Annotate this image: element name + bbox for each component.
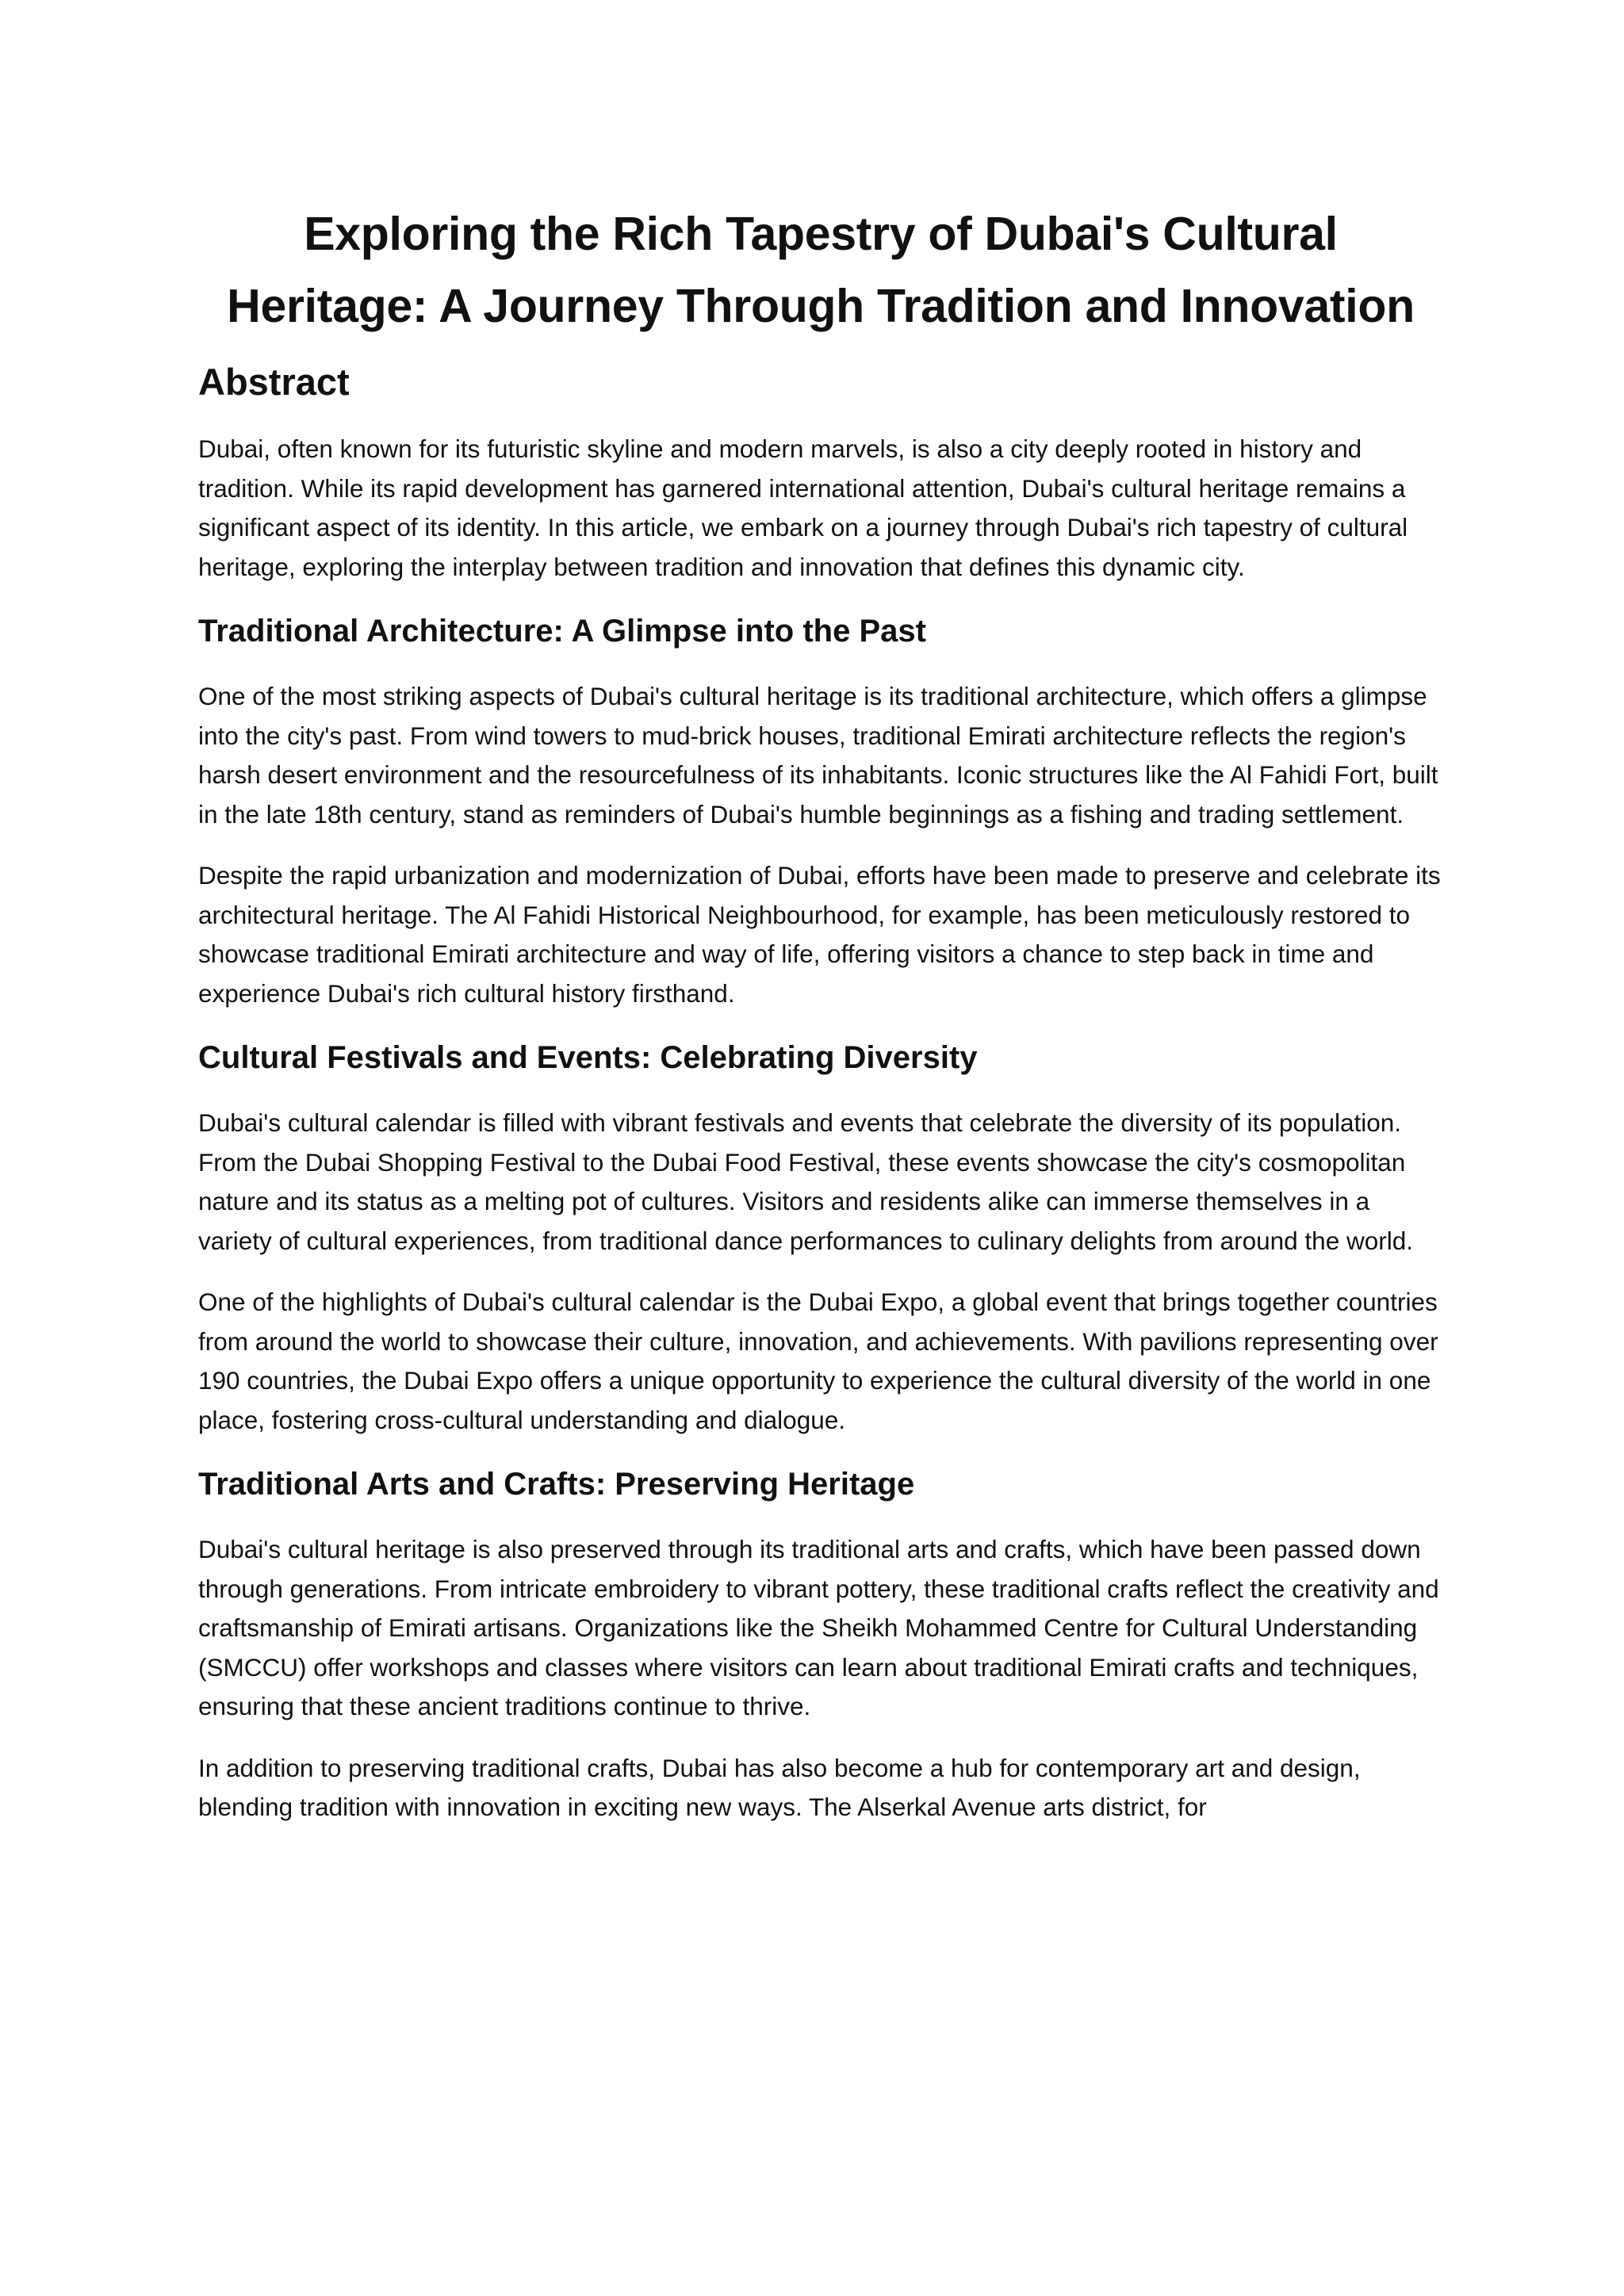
paragraph-architecture-2: Despite the rapid urbanization and modernization of Dubai, efforts have been made to preserve and celebrate its architectural heritage. The Al Fahidi Historical Neighbourhood, for example, has been meticulously restored to showcase traditional Emirati architecture and way of life, offering visitors a chance to step back in time and experience Dubai's rich cultural history firsthand. (198, 861, 1441, 1008)
paragraph-architecture-1: One of the most striking aspects of Dubai's cultural heritage is its traditional architecture, which offers a glimpse into the city's past. From wind towers to mud-brick houses, traditional Emirati architecture reflects the region's harsh desert environment and the resourcefulness of its inhabitants. Iconic structures like the Al Fahidi Fort, built in the late 18th century, stand as reminders of Dubai's humble beginnings as a fishing and trading settlement. (198, 682, 1438, 828)
document-page (198, 198, 1443, 1850)
section-heading-architecture: Traditional Architecture: A Glimpse into the Past (198, 614, 926, 649)
paragraph-festivals-1: Dubai's cultural calendar is filled with vibrant festivals and events that celebrate the diversity of its population. From the Dubai Shopping Festival to the Dubai Food Festival, these events showcase the city's cosmopolitan nature and its status as a melting pot of cultures. Visitors and residents alike can immerse themselves in a variety of cultural experiences, from traditional dance performances to culinary delights from around the world. (198, 1108, 1413, 1255)
section-heading-festivals: Cultural Festivals and Events: Celebrating Diversity (198, 1040, 978, 1075)
document-title: Exploring the Rich Tapestry of Dubai's Cultural Heritage: A Journey Through Tradition and Innovation (227, 208, 1415, 332)
paragraph-arts-crafts-2: In addition to preserving traditional crafts, Dubai has also become a hub for contemporary art and design, blending tradition with innovation in exciting new ways. The Alserkal Avenue arts district, for (198, 1753, 1361, 1821)
abstract-heading: Abstract (198, 361, 350, 403)
paragraph-arts-crafts-1: Dubai's cultural heritage is also preserved through its traditional arts and crafts, which have been passed down through generations. From intricate embroidery to vibrant pottery, these traditional crafts reflect the creativity and craftsmanship of Emirati artisans. Organizations like the Sheikh Mohammed Centre for Cultural Understanding (SMCCU) offer workshops and classes where visitors can learn about traditional Emirati crafts and techniques, ensuring that these ancient traditions continue to thrive. (198, 1535, 1439, 1720)
section-heading-arts-crafts: Traditional Arts and Crafts: Preserving Heritage (198, 1467, 915, 1502)
paragraph-festivals-2: One of the highlights of Dubai's cultural calendar is the Dubai Expo, a global event that brings together countries from around the world to showcase their culture, innovation, and achievements. With pavilions representing over 190 countries, the Dubai Expo offers a unique opportunity to experience the cultural diversity of the world in one place, fostering cross-cultural understanding and dialogue. (198, 1288, 1438, 1434)
abstract-text: Dubai, often known for its futuristic skyline and modern marvels, is also a city deeply rooted in history and tradition. While its rapid development has garnered international attention, Dubai's cultural heritage remains a significant aspect of its identity. In this article, we embark on a journey through Dubai's rich tapestry of cultural heritage, exploring the interplay between tradition and innovation that defines this dynamic city. (198, 434, 1408, 581)
